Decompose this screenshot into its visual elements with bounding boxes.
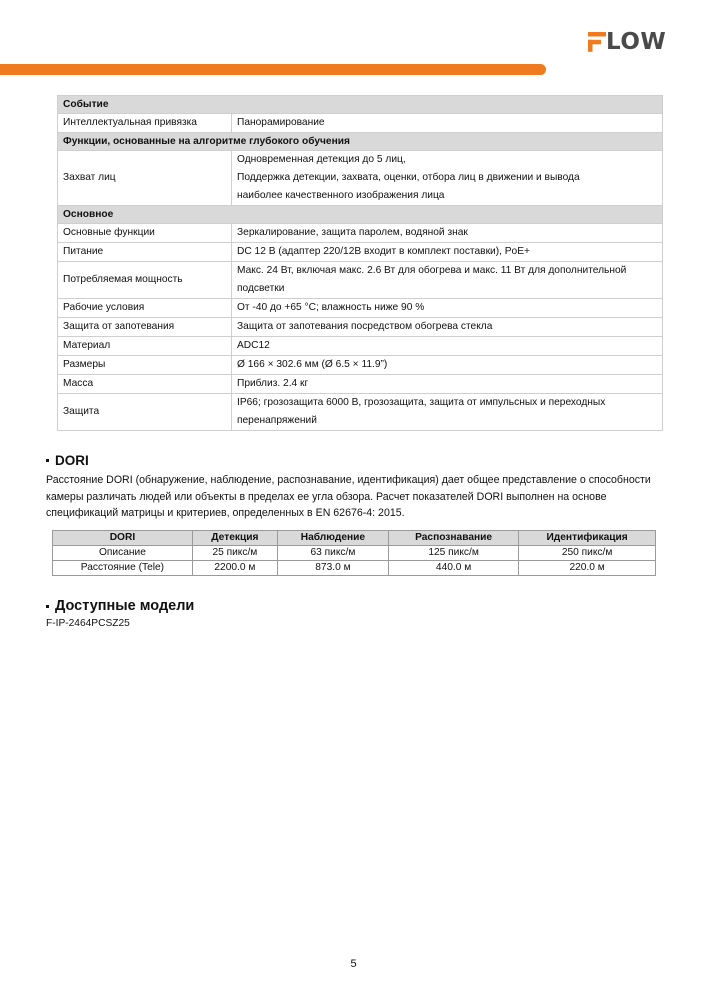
dori-cell: 63 пикс/м [277, 546, 388, 561]
spec-value [232, 356, 663, 375]
spec-value-line: Ø 166 × 302.6 мм (Ø 6.5 × 11.9”) [237, 359, 388, 370]
model-item: F-IP-2464PCSZ25 [46, 618, 130, 629]
spec-row [58, 243, 663, 262]
spec-label: Захват лиц [58, 151, 232, 206]
spec-value-line: Зеркалирование, защита паролем, водяной знак [237, 227, 468, 238]
spec-label: Потребляемая мощность [58, 262, 232, 299]
dori-cell: 125 пикс/м [388, 546, 518, 561]
spec-label: Основные функции [58, 224, 232, 243]
spec-value [232, 299, 663, 318]
spec-row [58, 114, 663, 133]
spec-value [232, 337, 663, 356]
spec-label: Материал [58, 337, 232, 356]
dori-cell: 220.0 м [519, 561, 656, 576]
spec-value [232, 375, 663, 394]
spec-value [232, 394, 663, 431]
dori-cell: 250 пикс/м [519, 546, 656, 561]
header-accent-bar [0, 64, 546, 75]
spec-row [58, 394, 663, 431]
spec-value [232, 318, 663, 337]
dori-heading-text: DORI [55, 453, 89, 468]
spec-value-line: перенапряжений [237, 415, 317, 426]
spec-row [58, 375, 663, 394]
dori-description: Расстояние DORI (обнаружение, наблюдение, распознавание, идентификация) дает общее представление о способности камеры различать людей или объекты в пределах ее угла обзора. Расчет показателей DORI выполнен на основе спецификаций матрицы и критериев, определенных в EN 62676-4: 2015. [46, 474, 651, 519]
spec-value [232, 151, 663, 206]
spec-label: Защита [58, 394, 232, 431]
spec-row [58, 356, 663, 375]
spec-label: Рабочие условия [58, 299, 232, 318]
dori-cell: Расстояние (Tele) [53, 561, 193, 576]
spec-value-line: DC 12 В (адаптер 220/12В входит в комплект поставки), PoE+ [237, 246, 530, 257]
page-number: 5 [350, 958, 357, 970]
spec-row [58, 299, 663, 318]
spec-value-line: Защита от запотевания посредством обогрева стекла [237, 321, 493, 332]
spec-section-title: Функции, основанные на алгоритме глубокого обучения [58, 133, 663, 151]
models-heading-text: Доступные модели [55, 598, 195, 614]
dori-cell: 2200.0 м [192, 561, 277, 576]
bullet-icon [46, 459, 49, 462]
dori-cell: Описание [53, 546, 193, 561]
dori-col-header: Идентификация [519, 531, 656, 546]
spec-value-line: Панорамирование [237, 117, 325, 128]
spec-label: Масса [58, 375, 232, 394]
spec-section-title: Основное [58, 206, 663, 224]
spec-table [57, 95, 663, 431]
dori-heading [46, 453, 89, 468]
spec-row [58, 224, 663, 243]
spec-value-line: Приблиз. 2.4 кг [237, 378, 309, 389]
dori-cell: 873.0 м [277, 561, 388, 576]
spec-label: Интеллектуальная привязка [58, 114, 232, 133]
spec-value-line: Поддержка детекции, захвата, оценки, отбора лиц в движении и вывода [237, 172, 580, 183]
dori-col-header: Детекция [192, 531, 277, 546]
spec-row [58, 151, 663, 206]
brand-logo [588, 30, 674, 54]
dori-header-row [53, 531, 656, 546]
spec-section-row [58, 206, 663, 224]
spec-row [58, 262, 663, 299]
spec-value [232, 243, 663, 262]
spec-value-line: От -40 до +65 °C; влажность ниже 90 % [237, 302, 425, 313]
spec-section-row [58, 96, 663, 114]
logo-text: LOW [606, 28, 667, 55]
dori-col-header: Распознавание [388, 531, 518, 546]
spec-value-line: наиболее качественного изображения лица [237, 190, 445, 201]
spec-label: Размеры [58, 356, 232, 375]
dori-cell: 25 пикс/м [192, 546, 277, 561]
bullet-icon [46, 605, 49, 608]
spec-label: Питание [58, 243, 232, 262]
spec-section-title: Событие [58, 96, 663, 114]
spec-value-line: Макс. 24 Вт, включая макс. 2.6 Вт для обогрева и макс. 11 Вт для дополнительной [237, 265, 627, 276]
spec-value-line: Одновременная детекция до 5 лиц, [237, 154, 406, 165]
dori-table [52, 530, 656, 576]
dori-cell: 440.0 м [388, 561, 518, 576]
dori-row [53, 561, 656, 576]
logo-mark-icon [588, 32, 606, 52]
spec-value-line: ADC12 [237, 340, 270, 351]
dori-col-header: DORI [53, 531, 193, 546]
spec-value [232, 224, 663, 243]
spec-row [58, 337, 663, 356]
spec-value-line: IP66; грозозащита 6000 В, грозозащита, защита от импульсных и переходных [237, 397, 606, 408]
dori-col-header: Наблюдение [277, 531, 388, 546]
spec-value [232, 262, 663, 299]
spec-value-line: подсветки [237, 283, 285, 294]
models-heading [46, 598, 194, 614]
spec-value [232, 114, 663, 133]
dori-row [53, 546, 656, 561]
spec-label: Защита от запотевания [58, 318, 232, 337]
spec-section-row [58, 133, 663, 151]
spec-row [58, 318, 663, 337]
